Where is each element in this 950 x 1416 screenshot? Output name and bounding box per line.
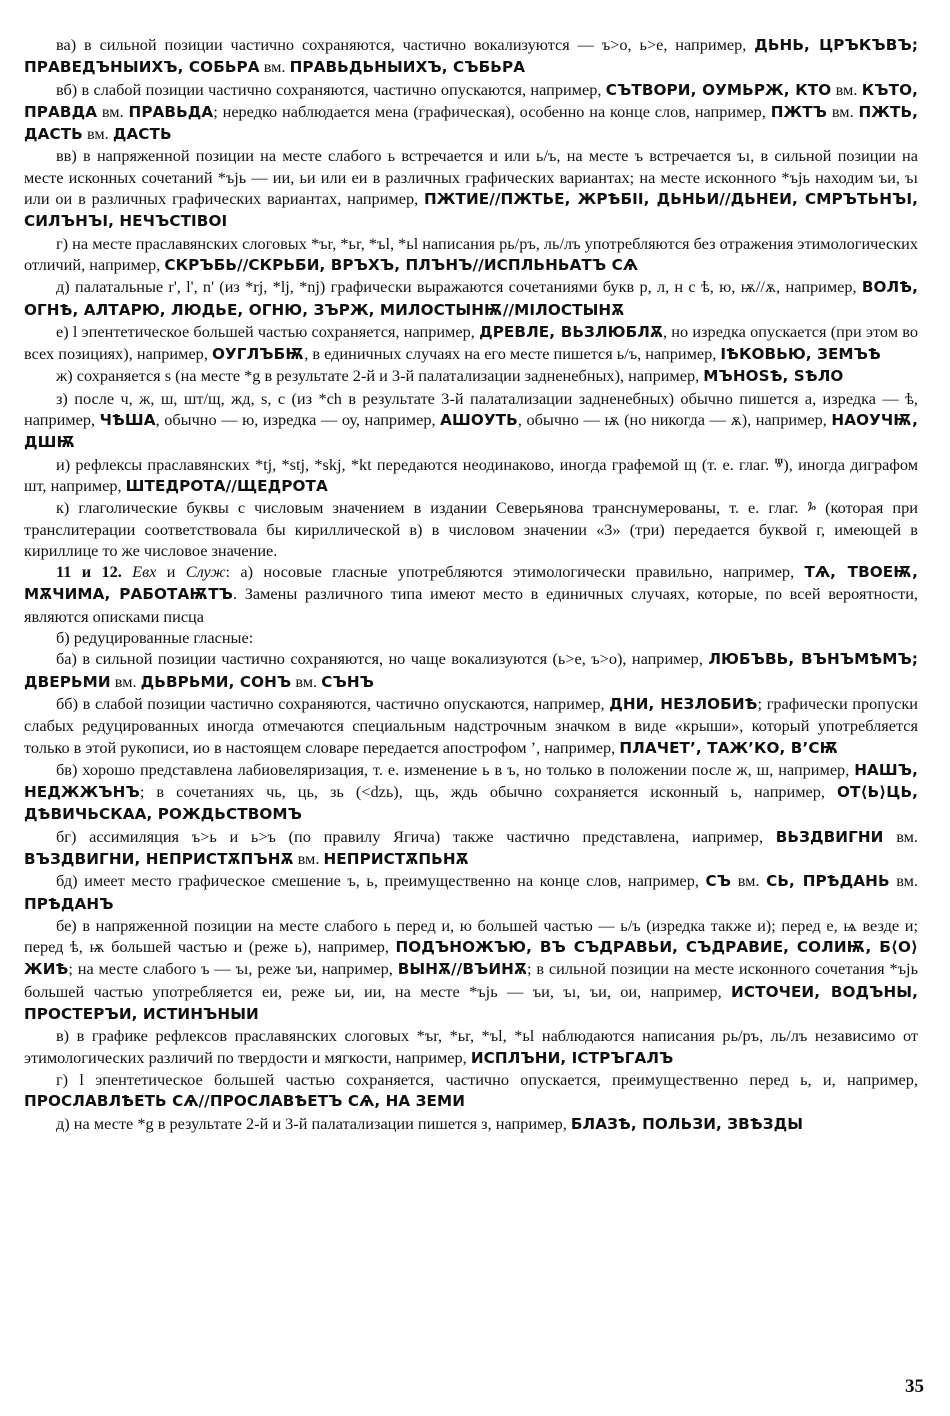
old-slavonic-form: ПЖТИЕ//ПЖТЬЕ, ЖРѢБІІ, ДЬНЬИ//ДЬНЕИ, СМРЪТЬНЪІ, СИЛЪНЪІ, НЕЧЪСТІВОІ bbox=[24, 190, 918, 231]
text-run: вм. bbox=[291, 671, 322, 691]
text-run: , но изредка опускается (при этом во всех позициях), например, bbox=[24, 321, 918, 364]
text-run: бе) в напряженной позиции на месте слабого ь перед и, ю большей частью — ь/ъ (изредка также и); перед е, ѩ везде и; перед ѣ, ѭ большей частью и (реже ь), например, bbox=[24, 915, 918, 957]
text-run: г) l эпентетическое большей частью сохраняется, частично опускается, преимущественно перед ь, и, например, bbox=[56, 1069, 918, 1089]
old-slavonic-form: ОУГЛЪБѬ bbox=[211, 345, 305, 364]
old-slavonic-form: ТѦ, ТВОЕѬ, МѪЧИМА, РАБОТАѬТЪ bbox=[24, 563, 918, 604]
old-slavonic-form: НЕПРИСТѪПЬНѪ bbox=[323, 849, 469, 868]
paragraph bbox=[24, 34, 918, 79]
old-slavonic-form: ПЖТЪ bbox=[770, 102, 828, 121]
paragraph bbox=[24, 870, 918, 915]
text-run: б) редуцированные гласные: bbox=[56, 628, 254, 648]
text-run: ; на месте слабого ъ — ъı, реже ъи, например, bbox=[68, 959, 398, 979]
text-run: вм. bbox=[97, 101, 129, 121]
text-run: ; в сочетаниях чь, ць, зь (<dzь), щь, ждь обычно сохраняется исконный ь, например, bbox=[139, 782, 838, 802]
paragraph bbox=[24, 233, 918, 277]
old-slavonic-form: АШОУТЬ bbox=[440, 411, 518, 430]
source-abbreviation: Евх bbox=[132, 562, 157, 582]
paragraph bbox=[24, 454, 918, 498]
old-slavonic-form: ПРѢДАНЪ bbox=[24, 894, 114, 913]
old-slavonic-form: ДРЕВЛЕ, ВЬЗЛЮБЛѪ bbox=[479, 322, 663, 341]
text-run: ба) в сильной позиции частично сохраняются, но чаще вокализуются (ь>е, ъ>о), например, bbox=[56, 649, 709, 669]
text-run bbox=[122, 562, 132, 581]
old-slavonic-form: ПЛАЧЕТ’, ТАЖ’КО, В’СѬ bbox=[619, 738, 839, 757]
old-slavonic-form: НАШЪ, НЕДЖЖЪНЪ bbox=[24, 760, 918, 802]
paragraph bbox=[24, 1113, 918, 1135]
text-run: ж) сохраняется ѕ (на месте *g в результате 2-й и 3-й палатализации задненебных), например, bbox=[56, 366, 704, 386]
old-slavonic-form: ДНИ, НЕЗЛОБИѢ bbox=[609, 694, 758, 713]
text-run: и) рефлексы праславянских *tj, *stj, *skj, *kt передаются неодинаково, иногда графемой щ (т. е. глаг. ⱋ), иногда диграфом шт, например, bbox=[24, 454, 918, 495]
text-run: ; графически пропуски слабых редуцированных иногда отмечаются специальным надстрочным значком в виде «крыши», который употребляется только в этой рукописи, ио в настоящем словаре передается апострофом ’, например, bbox=[24, 693, 919, 757]
text-run: . Замены различного типа имеют место в единичных случаях, которые, по всей вероятности, являются описками писца bbox=[24, 584, 918, 626]
text-run: : а) носовые гласные употребляются этимологически правильно, например, bbox=[225, 562, 805, 582]
text-run: ; нередко наблюдается мена (графическая), особенно на конце слов, например, bbox=[213, 101, 771, 121]
old-slavonic-form: СЪНЪ bbox=[321, 672, 374, 691]
text-run: вб) в слабой позиции частично сохраняются, частично опускаются, например, bbox=[56, 79, 606, 99]
text-run: бб) в слабой позиции частично сохраняются, частично опускаются, например, bbox=[56, 693, 610, 713]
old-slavonic-form: СКРЪБЬ//СКРЬБИ, ВРЪХЪ, ПЛЪНЪ//ИСПЛЬНЬАТЪ СѦ bbox=[164, 255, 639, 274]
text-run: вм. bbox=[110, 671, 141, 691]
paragraph bbox=[24, 145, 918, 232]
page-number: 35 bbox=[905, 1376, 924, 1397]
text-run: бг) ассимиляция ъ>ь и ь>ъ (по правилу Ягича) также частично представлена, иапример, bbox=[56, 826, 776, 846]
old-slavonic-form: ІѢКОВЬЮ, ЗЕМЪѢ bbox=[720, 345, 881, 364]
old-slavonic-form: КЪТО, ПРАВДА bbox=[24, 80, 918, 121]
text-run: з) после ч, ж, ш, шт/щ, жд, ѕ, с (из *ch в результате 3-й палатализации задненебных) обычно пишется а, изредка — ѣ, например, bbox=[24, 388, 918, 430]
paragraph bbox=[24, 693, 918, 759]
old-slavonic-form: ЛЮБЪВЬ, ВЪНЪМѢМЪ; ДВЕРЬМИ bbox=[24, 650, 918, 691]
paragraph bbox=[24, 1025, 918, 1069]
paragraph bbox=[24, 915, 918, 1025]
text-run: , в единичных случаях на его месте пишется ь/ъ, например, bbox=[304, 344, 721, 364]
text-run: к) глаголические буквы с числовым значением в издании Северьянова транснумерованы, т. е. глаг. ⰳ (которая при транслитерации соответствовала бы кириллической в) в числовом значении «3» (три) передается буквой г, имеющей в кириллице то же числовое значение. bbox=[24, 498, 918, 560]
paragraph bbox=[24, 276, 918, 321]
old-slavonic-form: ПРАВЬДЬНЫИХЪ, СЪБЬРА bbox=[289, 58, 526, 77]
paragraph bbox=[24, 79, 918, 146]
text-run: вм. bbox=[259, 57, 290, 77]
text-run: д) палатальные r', l', n' (из *rj, *lj, *nj) графически выражаются сочетаниями букв р, л, н с ѣ, ю, ѭ//ѫ, например, bbox=[56, 277, 862, 297]
text-run: , обычно — ю, изредка — оу, например, bbox=[155, 410, 441, 430]
text-run: и bbox=[156, 562, 186, 582]
paragraph bbox=[24, 648, 918, 693]
text-run: вм. bbox=[889, 871, 918, 891]
old-slavonic-form: ШТЕДРОТА//ЩЕДРОТА bbox=[125, 476, 328, 495]
old-slavonic-form: ИСПЛЪНИ, ІСТРЪГАЛЪ bbox=[470, 1048, 674, 1067]
paragraph bbox=[24, 365, 918, 387]
text-run: вм. bbox=[82, 124, 113, 144]
old-slavonic-form: ИСТОЧЕИ, ВОДЪНЫ, ПРОСТЕРЪИ, ИСТИНЪНЫИ bbox=[24, 982, 919, 1024]
old-slavonic-form: ПЖТЬ, ДАСТЬ bbox=[24, 102, 918, 144]
old-slavonic-form: ПОДЪНОЖЪЮ, ВЪ СЪДРАВЬИ, СЪДРАВИЕ, СОЛИѬ, Б⟨О⟩ЖИѢ bbox=[24, 938, 919, 979]
text-run: бв) хорошо представлена лабиовеляризация, т. е. изменение ь в ъ, но только в положении после ж, ш, например, bbox=[56, 759, 855, 779]
text-run: , обычно — ѭ (но никогда — ѫ), например, bbox=[517, 410, 832, 430]
text-run: ; в сильной позиции на месте исконного сочетания *ъjь большей частью употребляется еи, реже ьи, ии, на месте *ъjь — ъи, ъı, ъи, ои, например, bbox=[24, 959, 918, 1001]
text-run: вм. bbox=[827, 101, 859, 121]
text-run: вм. bbox=[883, 826, 918, 846]
text-run: вм. bbox=[831, 79, 862, 99]
paragraph bbox=[24, 1069, 918, 1113]
text-run: вв) в напряженной позиции на месте слабого ь встречается и или ь/ъ, на месте ъ встречается ъı, в сильной позиции на месте исконных сочетаний *ъjь — ии, ьи или еи в различных графических вариантах; на месте исконного *ъjь находим ъи, ъı или ои в различных графических вариантах, например, bbox=[24, 146, 918, 209]
text-run: вм. bbox=[293, 848, 324, 868]
old-slavonic-form: СЪ bbox=[705, 872, 732, 891]
old-slavonic-form: ПРОСЛАВЛѢЕТЬ СѦ//ПРОСЛАВѢЕТЪ СѦ, НА ЗЕМИ bbox=[24, 1092, 466, 1111]
old-slavonic-form: ДАСТЬ bbox=[112, 125, 172, 144]
old-slavonic-form: НАОУЧѬ, ДШѬ bbox=[24, 411, 919, 452]
text-run: вм. bbox=[731, 871, 767, 891]
old-slavonic-form: ПРАВЬДА bbox=[128, 102, 214, 121]
old-slavonic-form: СЪТВОРИ, ОУМЬРЖ, КТО bbox=[605, 80, 832, 99]
section-number: 11 и 12. bbox=[56, 562, 122, 582]
paragraph bbox=[24, 561, 918, 627]
document-body bbox=[24, 34, 918, 1135]
text-run: в) в графике рефлексов праславянских слоговых *ъr, *ьr, *ъl, *ьl наблюдаются написания рь/ръ, ль/лъ независимо от этимологических различий по твердости и мягкости, например, bbox=[24, 1026, 918, 1067]
old-slavonic-form: ВЫНѪ//ВЪИНѪ bbox=[397, 960, 527, 979]
old-slavonic-form: ВОЛѢ, ОГНѢ, АЛТАРЮ, ЛЮДЬЕ, ОГНЮ, ЗЪРЖ, МИЛОСТЫНѬ//МІЛОСТЫНѪ bbox=[24, 278, 918, 319]
text-run: ва) в сильной позиции частично сохраняются, частично вокализуются — ъ>о, ь>е, например, bbox=[56, 35, 755, 54]
text-run: бд) имеет место графическое смешение ъ, ь, преимущественно на конце слов, например, bbox=[56, 871, 706, 891]
old-slavonic-form: ДЬВРЬМИ, СОНЪ bbox=[140, 672, 292, 691]
text-run: г) на месте праславянских слоговых *ъr, *ьr, *ъl, *ьl написания рь/ръ, ль/лъ употребляются без отражения этимологических отличий, например, bbox=[24, 233, 918, 274]
paragraph bbox=[24, 321, 918, 366]
old-slavonic-form: ЧѢША bbox=[99, 411, 156, 430]
old-slavonic-form: ОТ⟨Ь⟩ЦЬ, ДѢВИЧЬСКАА, РОЖДЬСТВОМЪ bbox=[24, 783, 918, 824]
old-slavonic-form: ВЪЗДВИГНИ, НЕПРИСТѪПЪНѪ bbox=[24, 849, 294, 868]
paragraph bbox=[24, 759, 918, 826]
text-run: д) на месте *g в результате 2-й и 3-й палатализации пишется з, например, bbox=[56, 1113, 571, 1133]
old-slavonic-form: ДЬНЬ, ЦРЪКЪВЪ; ПРАВЕДЪНЫИХЪ, СОБЬРА bbox=[24, 36, 918, 77]
old-slavonic-form: МЪНОЅѢ, ЅѢЛО bbox=[703, 367, 844, 386]
paragraph bbox=[24, 388, 918, 454]
text-run: е) l эпентетическое большей частью сохраняется, например, bbox=[56, 321, 480, 341]
paragraph bbox=[24, 627, 918, 648]
paragraph bbox=[24, 497, 918, 561]
source-abbreviation: Служ bbox=[185, 562, 226, 582]
old-slavonic-form: СЬ, ПРѢДАНЬ bbox=[766, 872, 890, 891]
old-slavonic-form: БЛАЗѢ, ПОЛЬЗИ, ЗВѢЗДЫ bbox=[570, 1114, 804, 1133]
old-slavonic-form: ВЬЗДВИГНИ bbox=[775, 827, 884, 846]
paragraph bbox=[24, 826, 918, 871]
